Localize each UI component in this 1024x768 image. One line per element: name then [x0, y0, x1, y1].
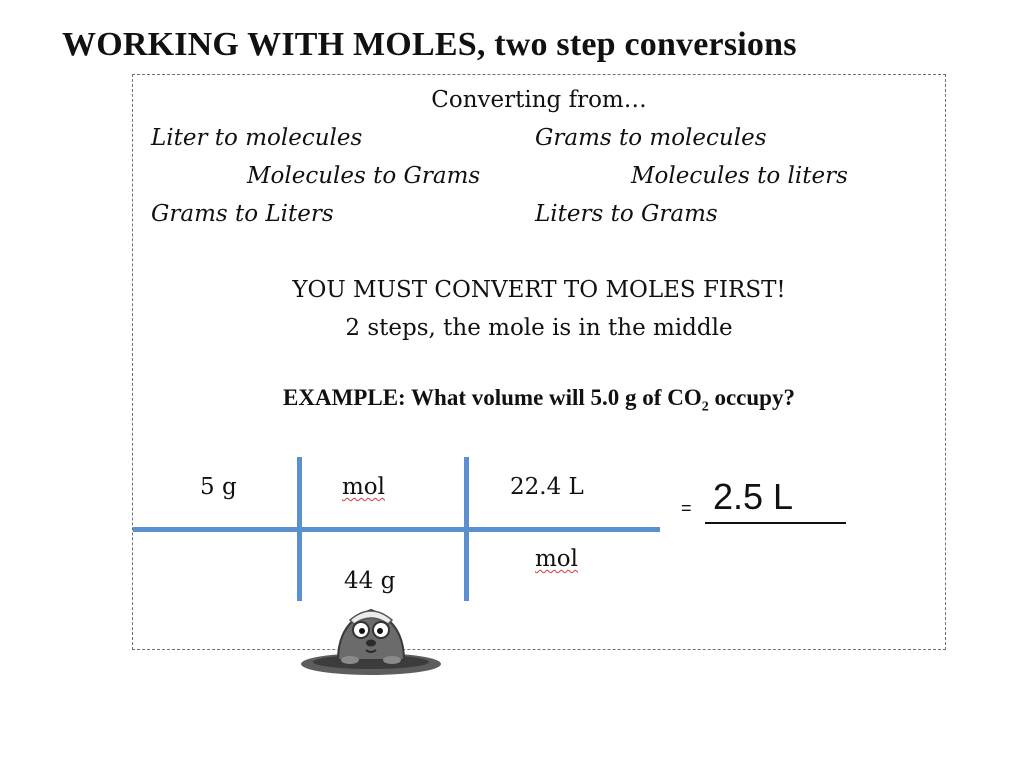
- rule-line-2: 2 steps, the mole is in the middle: [345, 315, 733, 341]
- factor-top-grams: 5 g: [200, 474, 237, 500]
- conversion-item: Grams to Liters: [151, 201, 334, 227]
- factor-grid-horizontal-line: [133, 527, 660, 532]
- conversion-item: Molecules to Grams: [247, 163, 481, 189]
- equals-sign: =: [681, 498, 692, 518]
- conversion-item: Liters to Grams: [535, 201, 718, 227]
- converting-heading: Converting from…: [431, 87, 647, 113]
- factor-grid-vertical-line: [297, 457, 302, 601]
- factor-top-liters: 22.4 L: [510, 474, 584, 500]
- rule-line-1: YOU MUST CONVERT TO MOLES FIRST!: [292, 277, 786, 303]
- page-title: WORKING WITH MOLES, two step conversions: [62, 26, 797, 63]
- example-suffix: occupy?: [708, 385, 795, 410]
- mole-mascot-icon: [298, 600, 444, 680]
- conversion-item: Grams to molecules: [535, 125, 767, 151]
- example-subscript: 2: [701, 399, 709, 415]
- factor-top-mol: mol: [342, 474, 386, 500]
- factor-bottom-molar-mass: 44 g: [344, 568, 396, 594]
- example-question: [133, 385, 945, 416]
- example-prefix: EXAMPLE: What volume will 5.0 g of CO: [283, 385, 702, 410]
- conversion-item: Molecules to liters: [631, 163, 848, 189]
- factor-bottom-mol: mol: [535, 546, 579, 572]
- factor-grid-vertical-line: [464, 457, 469, 601]
- answer-value: 2.5 L: [713, 476, 794, 517]
- answer-blank-line: [705, 522, 846, 524]
- conversion-item: Liter to molecules: [151, 125, 363, 151]
